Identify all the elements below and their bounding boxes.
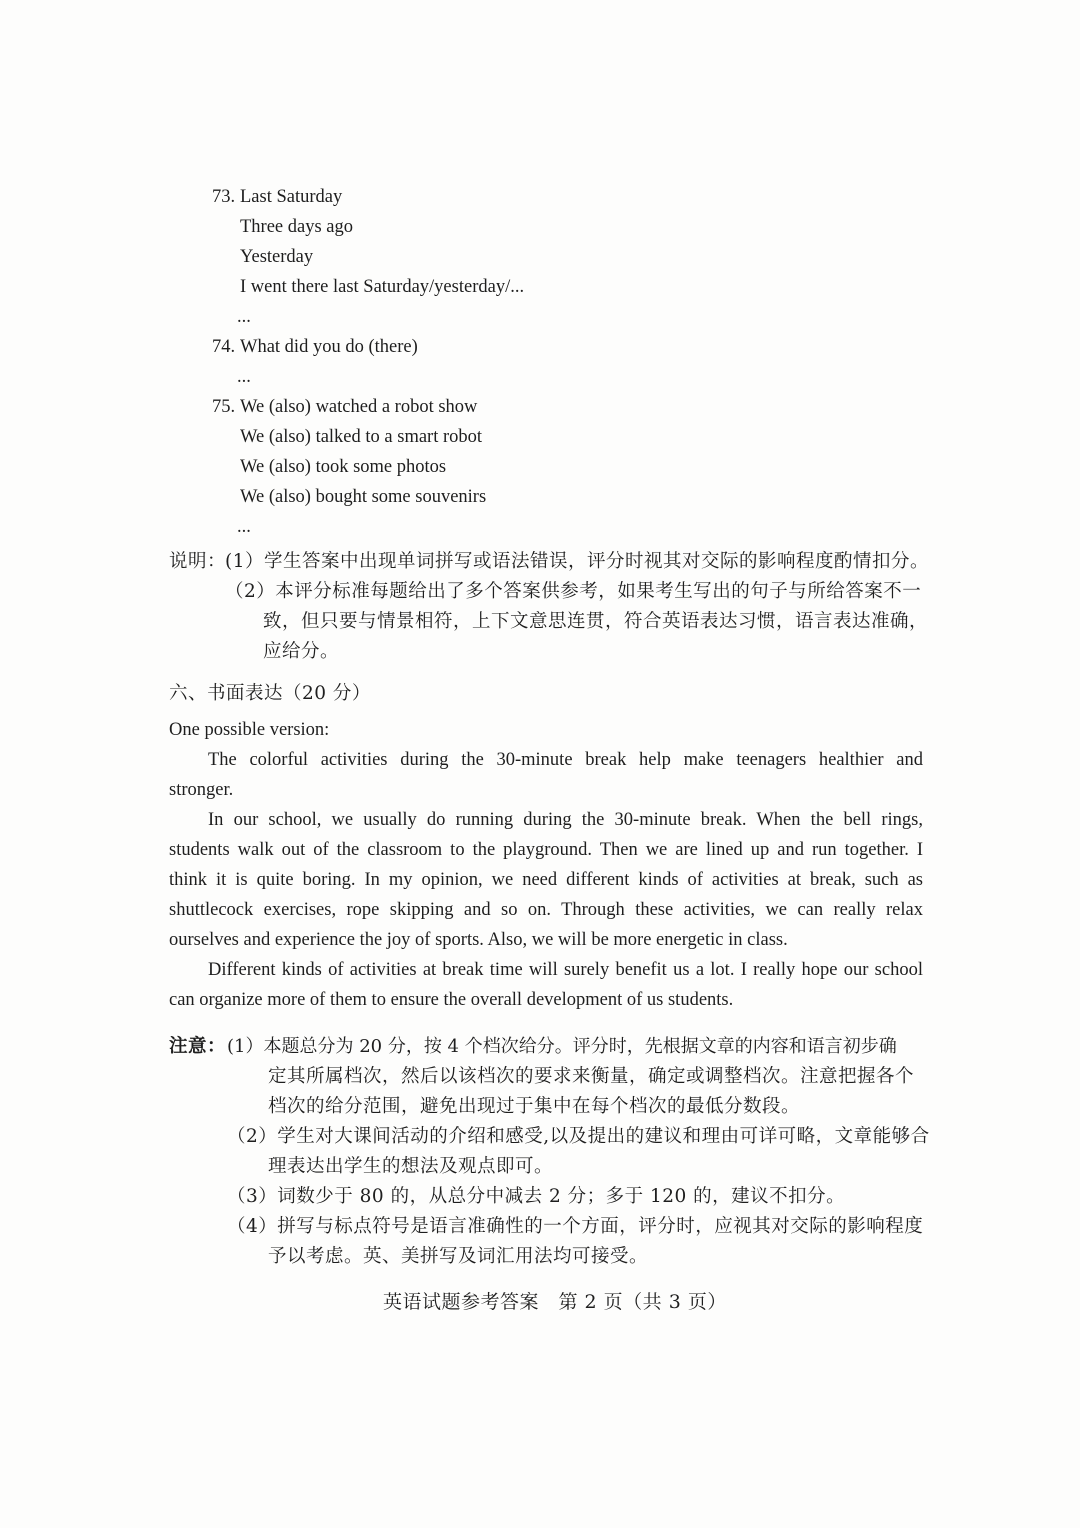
q73-number: 73.: [212, 187, 236, 207]
q73-answer-1: Last Saturday: [240, 187, 343, 207]
essay-line-3: In our school, we usually do running during the 30-minute break. When the bell rings,: [208, 810, 923, 830]
notes-line-5: 理表达出学生的想法及观点即可。: [268, 1156, 554, 1177]
essay-line-1: The colorful activities during the 30-minute break help make teenagers healthier and: [208, 750, 923, 770]
essay-line-7: ourselves and experience the joy of sports. Also, we will be more energetic in class.: [169, 930, 788, 950]
essay-line-9: can organize more of them to ensure the overall development of us students.: [169, 990, 734, 1010]
q73-answer-2: Three days ago: [240, 217, 354, 237]
essay-intro: One possible version:: [169, 720, 330, 740]
q75-ellipsis: ...: [237, 517, 251, 537]
essay-line-6: shuttlecock exercises, rope skipping and so on. Through these activities, we can really relax: [169, 900, 923, 920]
q74-number: 74.: [212, 337, 236, 357]
notes-line-2: 定其所属档次，然后以该档次的要求来衡量，确定或调整档次。注意把握各个: [268, 1066, 915, 1087]
q73-answer-3: Yesterday: [240, 247, 314, 267]
notes-line-7: （4）拼写与标点符号是语言准确性的一个方面，评分时，应视其对交际的影响程度: [227, 1216, 924, 1237]
notes-label: 注意：: [169, 1036, 227, 1057]
notes-line-3: 档次的给分范围，避免出现过于集中在每个档次的最低分数段。: [268, 1096, 801, 1117]
explanation-item-1: (1）学生答案中出现单词拼写或语法错误，评分时视其对交际的影响程度酌情扣分。: [225, 551, 929, 572]
notes-line-8: 予以考虑。英、美拼写及词汇用法均可接受。: [268, 1246, 649, 1267]
essay-line-4: students walk out of the classroom to the playground. Then we are lined up and run together. I: [169, 840, 923, 860]
q74-ellipsis: ...: [237, 367, 251, 387]
notes-line-4: （2）学生对大课间活动的介绍和感受,以及提出的建议和理由可详可略，文章能够合: [227, 1126, 930, 1147]
q75-answer-1: We (also) watched a robot show: [240, 397, 478, 417]
page-footer: 英语试题参考答案 第 2 页（共 3 页）: [383, 1291, 727, 1313]
section-title: 六、书面表达（20 分）: [169, 683, 371, 704]
essay-line-2: stronger.: [169, 780, 234, 800]
q74-answer-1: What did you do (there): [240, 337, 418, 357]
explanation-item-2-line-3: 应给分。: [263, 641, 340, 662]
q75-answer-4: We (also) bought some souvenirs: [240, 487, 487, 507]
q75-number: 75.: [212, 397, 236, 417]
notes-line-6: （3）词数少于 80 的，从总分中减去 2 分；多于 120 的，建议不扣分。: [227, 1186, 846, 1207]
explanation-label: 说明：: [169, 551, 227, 572]
q75-answer-3: We (also) took some photos: [240, 457, 447, 477]
essay-line-5: think it is quite boring. In my opinion, we need different kinds of activities at break, such as: [169, 870, 923, 890]
essay-line-8: Different kinds of activities at break time will surely benefit us a lot. I really hope our school: [208, 960, 923, 980]
q75-answer-2: We (also) talked to a smart robot: [240, 427, 483, 447]
explanation-item-2-line-2: 致，但只要与情景相符，上下文意思连贯，符合英语表达习惯，语言表达准确，: [263, 611, 929, 632]
q73-ellipsis: ...: [237, 307, 251, 327]
q73-answer-4: I went there last Saturday/yesterday/...: [240, 277, 525, 297]
explanation-item-2-line-1: （2）本评分标准每题给出了多个答案供参考，如果考生写出的句子与所给答案不一: [225, 581, 922, 602]
notes-line-1: (1）本题总分为 20 分，按 4 个档次给分。评分时，先根据文章的内容和语言初步确: [227, 1036, 897, 1057]
